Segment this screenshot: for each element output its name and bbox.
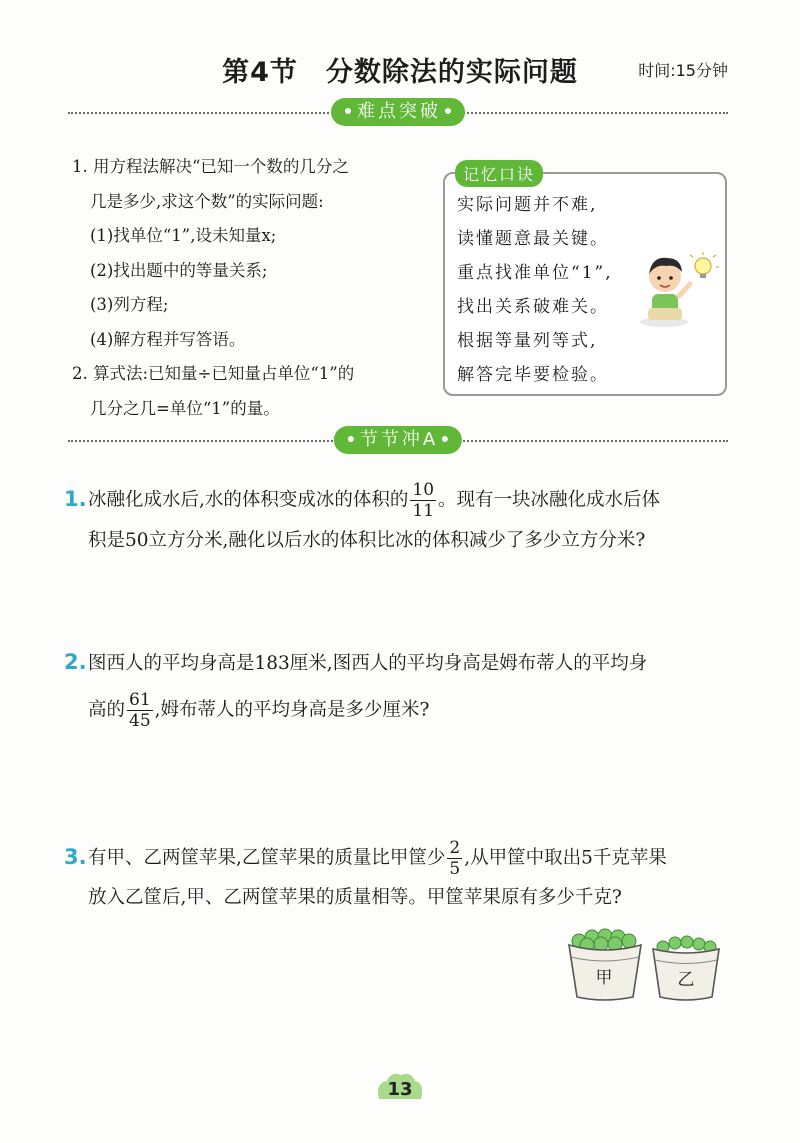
rhyme-line: 根据等量列等式, xyxy=(457,331,598,351)
rhyme-line: 实际问题并不难, xyxy=(457,195,598,215)
tip-line: 2. 算式法:已知量÷已知量占单位“1”的 xyxy=(72,364,355,383)
problem-number: 3. xyxy=(64,844,87,869)
problem-text: ,从甲筐中取出5千克苹果 xyxy=(464,847,667,869)
problem-text: 有甲、乙两筐苹果,乙筐苹果的质量比甲筐少 xyxy=(88,847,446,869)
divider-practice xyxy=(68,426,728,456)
apple-baskets-illustration xyxy=(565,925,725,1005)
time-limit: 时间:15分钟 xyxy=(638,61,728,80)
tip-line: (4)解方程并写答语。 xyxy=(90,329,246,349)
tip-line: 几分之几=单位“1”的量。 xyxy=(90,398,280,418)
section-title: 分数除法的实际问题 xyxy=(325,57,578,88)
problem-text: 冰融化成水后,水的体积变成冰的体积的 xyxy=(88,489,409,511)
problem-number: 1. xyxy=(64,486,87,511)
rhyme-line: 找出关系破难关。 xyxy=(457,297,609,317)
method-tips xyxy=(72,150,422,426)
problem-text: 放入乙筐后,甲、乙两筐苹果的质量相等。甲筐苹果原有多少千克? xyxy=(88,887,622,908)
memory-rhyme-title: 记忆口诀 xyxy=(455,160,543,187)
tip-line: (1)找单位“1”,设未知量x; xyxy=(90,226,277,245)
practice-banner: 节节冲A xyxy=(334,426,462,454)
tip-line: (3)列方程; xyxy=(90,295,169,314)
problem-text: 高的 xyxy=(88,699,126,721)
fraction: $\frac{61}{45}$ xyxy=(129,690,151,731)
difficulty-banner: 难点突破 xyxy=(331,98,465,126)
problem-text: 图西人的平均身高是183厘米,图西人的平均身高是姆布蒂人的平均身 xyxy=(88,653,648,674)
tip-line: (2)找出题中的等量关系; xyxy=(90,260,268,280)
divider-difficulty xyxy=(68,98,728,128)
tip-line: 1. 用方程法解决“已知一个数的几分之 xyxy=(72,157,349,176)
rhyme-line: 重点找准单位“1”, xyxy=(457,263,613,283)
problem-text: 。现有一块冰融化成水后体 xyxy=(438,489,661,511)
tip-line: 几是多少,求这个数”的实际问题: xyxy=(90,191,324,211)
problem-text: ,姆布蒂人的平均身高是多少厘米? xyxy=(154,699,430,721)
problem-text: 积是50立方分米,融化以后水的体积比冰的体积减少了多少立方分米? xyxy=(88,530,646,551)
basket-label: 乙 xyxy=(677,970,695,990)
basket-label: 甲 xyxy=(595,968,613,988)
thinking-kid-illustration xyxy=(632,248,722,328)
rhyme-line: 读懂题意最关键。 xyxy=(457,229,609,249)
rhyme-line: 解答完毕要检验。 xyxy=(457,365,609,385)
section-number: 第4节 xyxy=(222,57,298,88)
basket-yi xyxy=(653,936,719,1000)
page-number: 13 xyxy=(373,1069,427,1109)
fraction: $\frac{2}{5}$ xyxy=(449,838,461,879)
problem-number: 2. xyxy=(64,650,87,674)
basket-jia xyxy=(569,929,641,1000)
fraction: $\frac{10}{11}$ xyxy=(412,480,435,521)
